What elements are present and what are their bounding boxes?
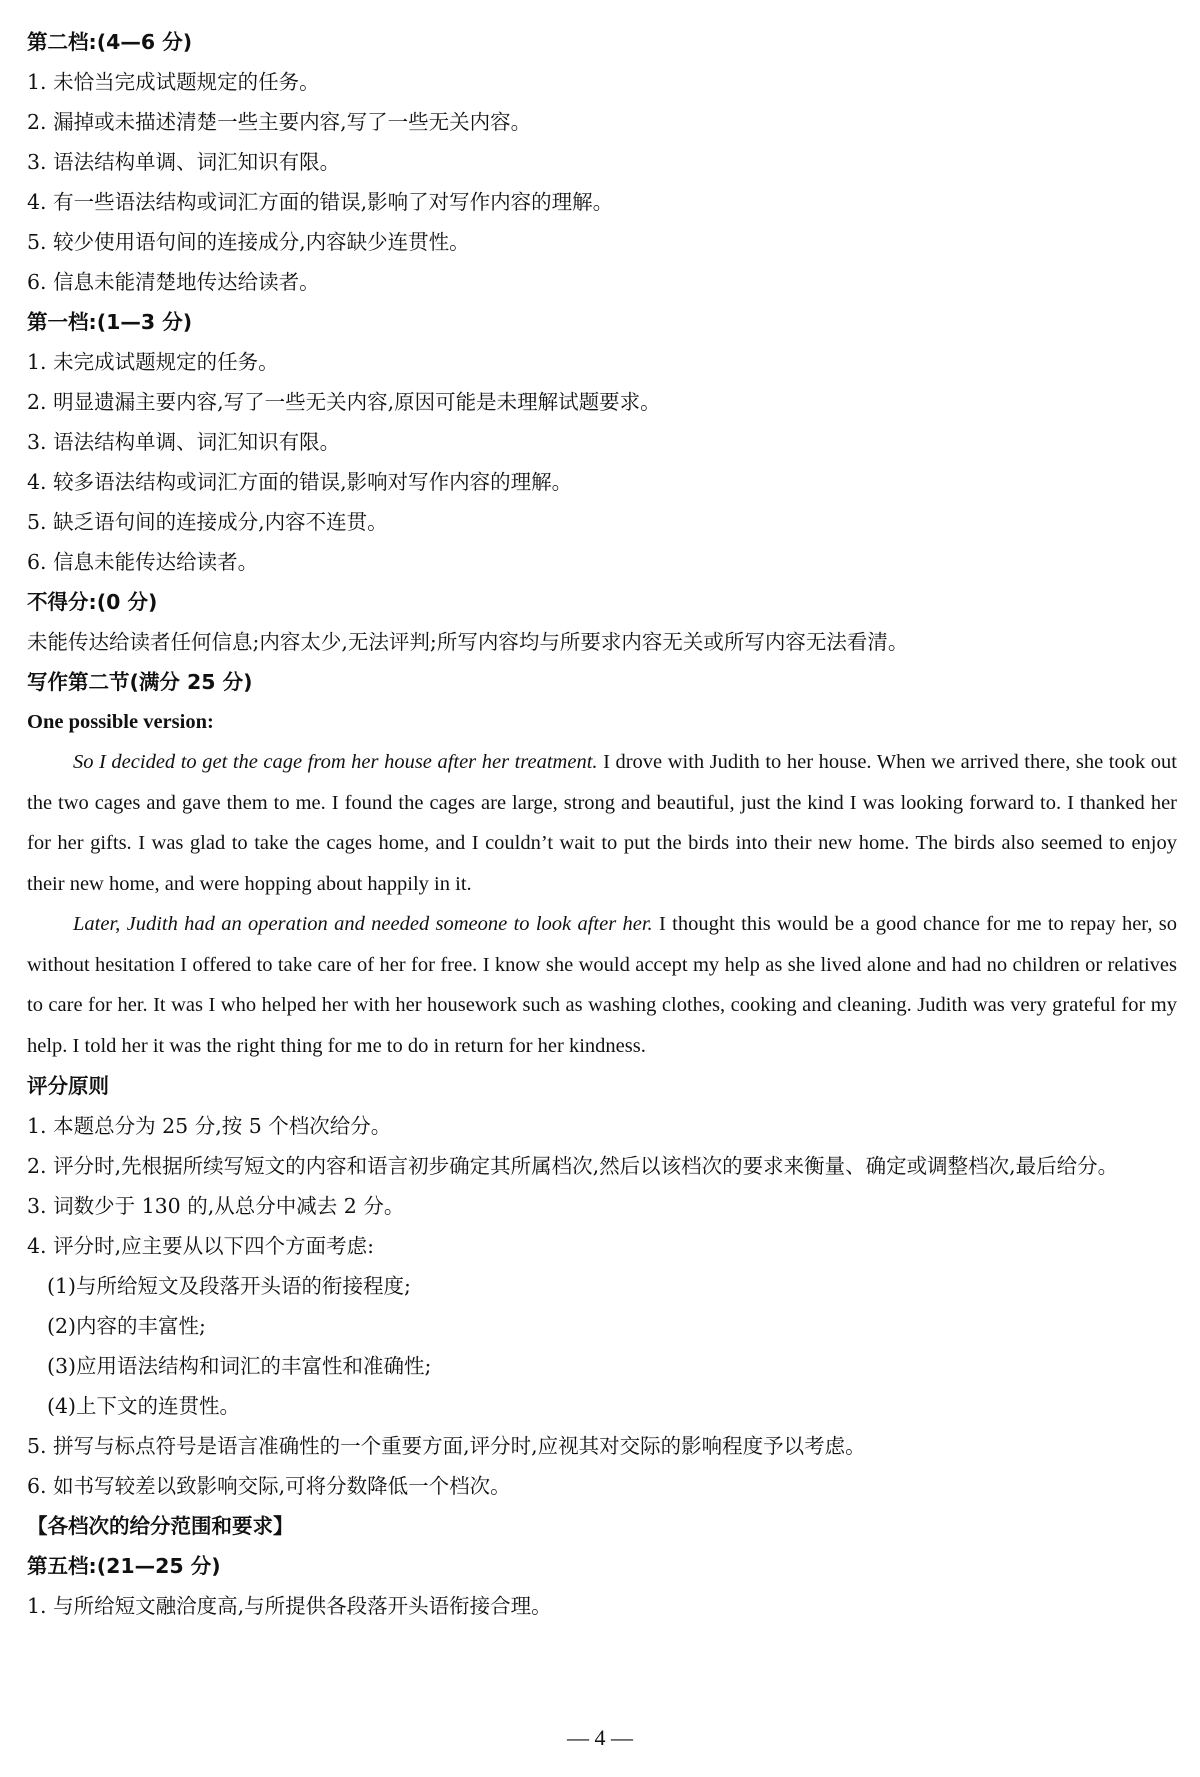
tier1-item-1: 1. 未完成试题规定的任务。 [27, 350, 279, 374]
tier1-item-3: 3. 语法结构单调、词汇知识有限。 [27, 430, 341, 454]
tier2-item-3: 3. 语法结构单调、词汇知识有限。 [27, 150, 341, 174]
tier5-item-1: 1. 与所给短文融洽度高,与所提供各段落开头语衔接合理。 [27, 1594, 552, 1618]
version-label: One possible version: [27, 711, 214, 733]
principle-item-6: 6. 如书写较差以致影响交际,可将分数降低一个档次。 [27, 1474, 511, 1498]
principle-sub-item-1: (1)与所给短文及段落开头语的衔接程度; [47, 1274, 411, 1298]
tier2-item-5: 5. 较少使用语句间的连接成分,内容缺少连贯性。 [27, 230, 470, 254]
tier2-item-1: 1. 未恰当完成试题规定的任务。 [27, 70, 320, 94]
tier2-item-2: 2. 漏掉或未描述清楚一些主要内容,写了一些无关内容。 [27, 110, 532, 134]
tier1-item-2: 2. 明显遗漏主要内容,写了一些无关内容,原因可能是未理解试题要求。 [27, 390, 661, 414]
tier1-item-6: 6. 信息未能传达给读者。 [27, 550, 259, 574]
principle-sub-item-4: (4)上下文的连贯性。 [47, 1394, 241, 1418]
para1-body: I drove with Judith to her house. When we arrived there, she took out the two cages and gave them to me. I found the cages are large, strong and beautiful, just the kind I was looking forward to. I thanked her for her gifts. I was glad to take the cages home, and I couldn’t wait to put the birds into their new home. The birds also seemed to enjoy their new home, and were hopping about happily in it. [27, 751, 1177, 895]
page-number: — 4 — [567, 1725, 633, 1750]
principle-sub-item-2: (2)内容的丰富性; [47, 1314, 206, 1338]
score-ranges-heading: 【各档次的给分范围和要求】 [27, 1514, 294, 1538]
principle-item-2: 2. 评分时,先根据所续写短文的内容和语言初步确定其所属档次,然后以该档次的要求来衡量、确定或调整档次,最后给分。 [27, 1154, 1119, 1178]
para1-lead: So I decided to get the cage from her house after her treatment. [73, 751, 598, 773]
tier2-item-4: 4. 有一些语法结构或词汇方面的错误,影响了对写作内容的理解。 [27, 190, 614, 214]
para2-lead: Later, Judith had an operation and needed someone to look after her. [73, 913, 653, 935]
tier1-heading: 第一档:(1—3 分) [27, 310, 193, 334]
tier2-item-6: 6. 信息未能清楚地传达给读者。 [27, 270, 320, 294]
tier1-item-5: 5. 缺乏语句间的连接成分,内容不连贯。 [27, 510, 388, 534]
principle-item-4: 4. 评分时,应主要从以下四个方面考虑: [27, 1234, 374, 1258]
page-content [27, 22, 1177, 1626]
zero-score-heading: 不得分:(0 分) [27, 590, 158, 614]
principle-sub-item-3: (3)应用语法结构和词汇的丰富性和准确性; [47, 1354, 432, 1378]
principle-item-1: 1. 本题总分为 25 分,按 5 个档次给分。 [27, 1114, 392, 1138]
version-paragraph-1 [27, 742, 1177, 904]
principle-item-3: 3. 词数少于 130 的,从总分中减去 2 分。 [27, 1194, 405, 1218]
para2-body: I thought this would be a good chance for me to repay her, so without hesitation I offered to take care of her for free. I know she would accept my help as she lived alone and had no children or relatives to care for her. It was I who helped her with her housework such as washing clothes, cooking and cleaning. Judith was very grateful for my help. I told her it was the right thing for me to do in return for her kindness. [27, 913, 1177, 1057]
principle-item-5: 5. 拼写与标点符号是语言准确性的一个重要方面,评分时,应视其对交际的影响程度予以考虑。 [27, 1434, 866, 1458]
scoring-principles-heading: 评分原则 [27, 1074, 109, 1098]
tier1-item-4: 4. 较多语法结构或词汇方面的错误,影响对写作内容的理解。 [27, 470, 573, 494]
tier5-heading: 第五档:(21—25 分) [27, 1554, 221, 1578]
version-paragraph-2 [27, 904, 1177, 1066]
tier2-heading: 第二档:(4—6 分) [27, 30, 193, 54]
zero-score-text: 未能传达给读者任何信息;内容太少,无法评判;所写内容均与所要求内容无关或所写内容无法看清。 [27, 630, 909, 654]
writing-part2-heading: 写作第二节(满分 25 分) [27, 670, 253, 694]
